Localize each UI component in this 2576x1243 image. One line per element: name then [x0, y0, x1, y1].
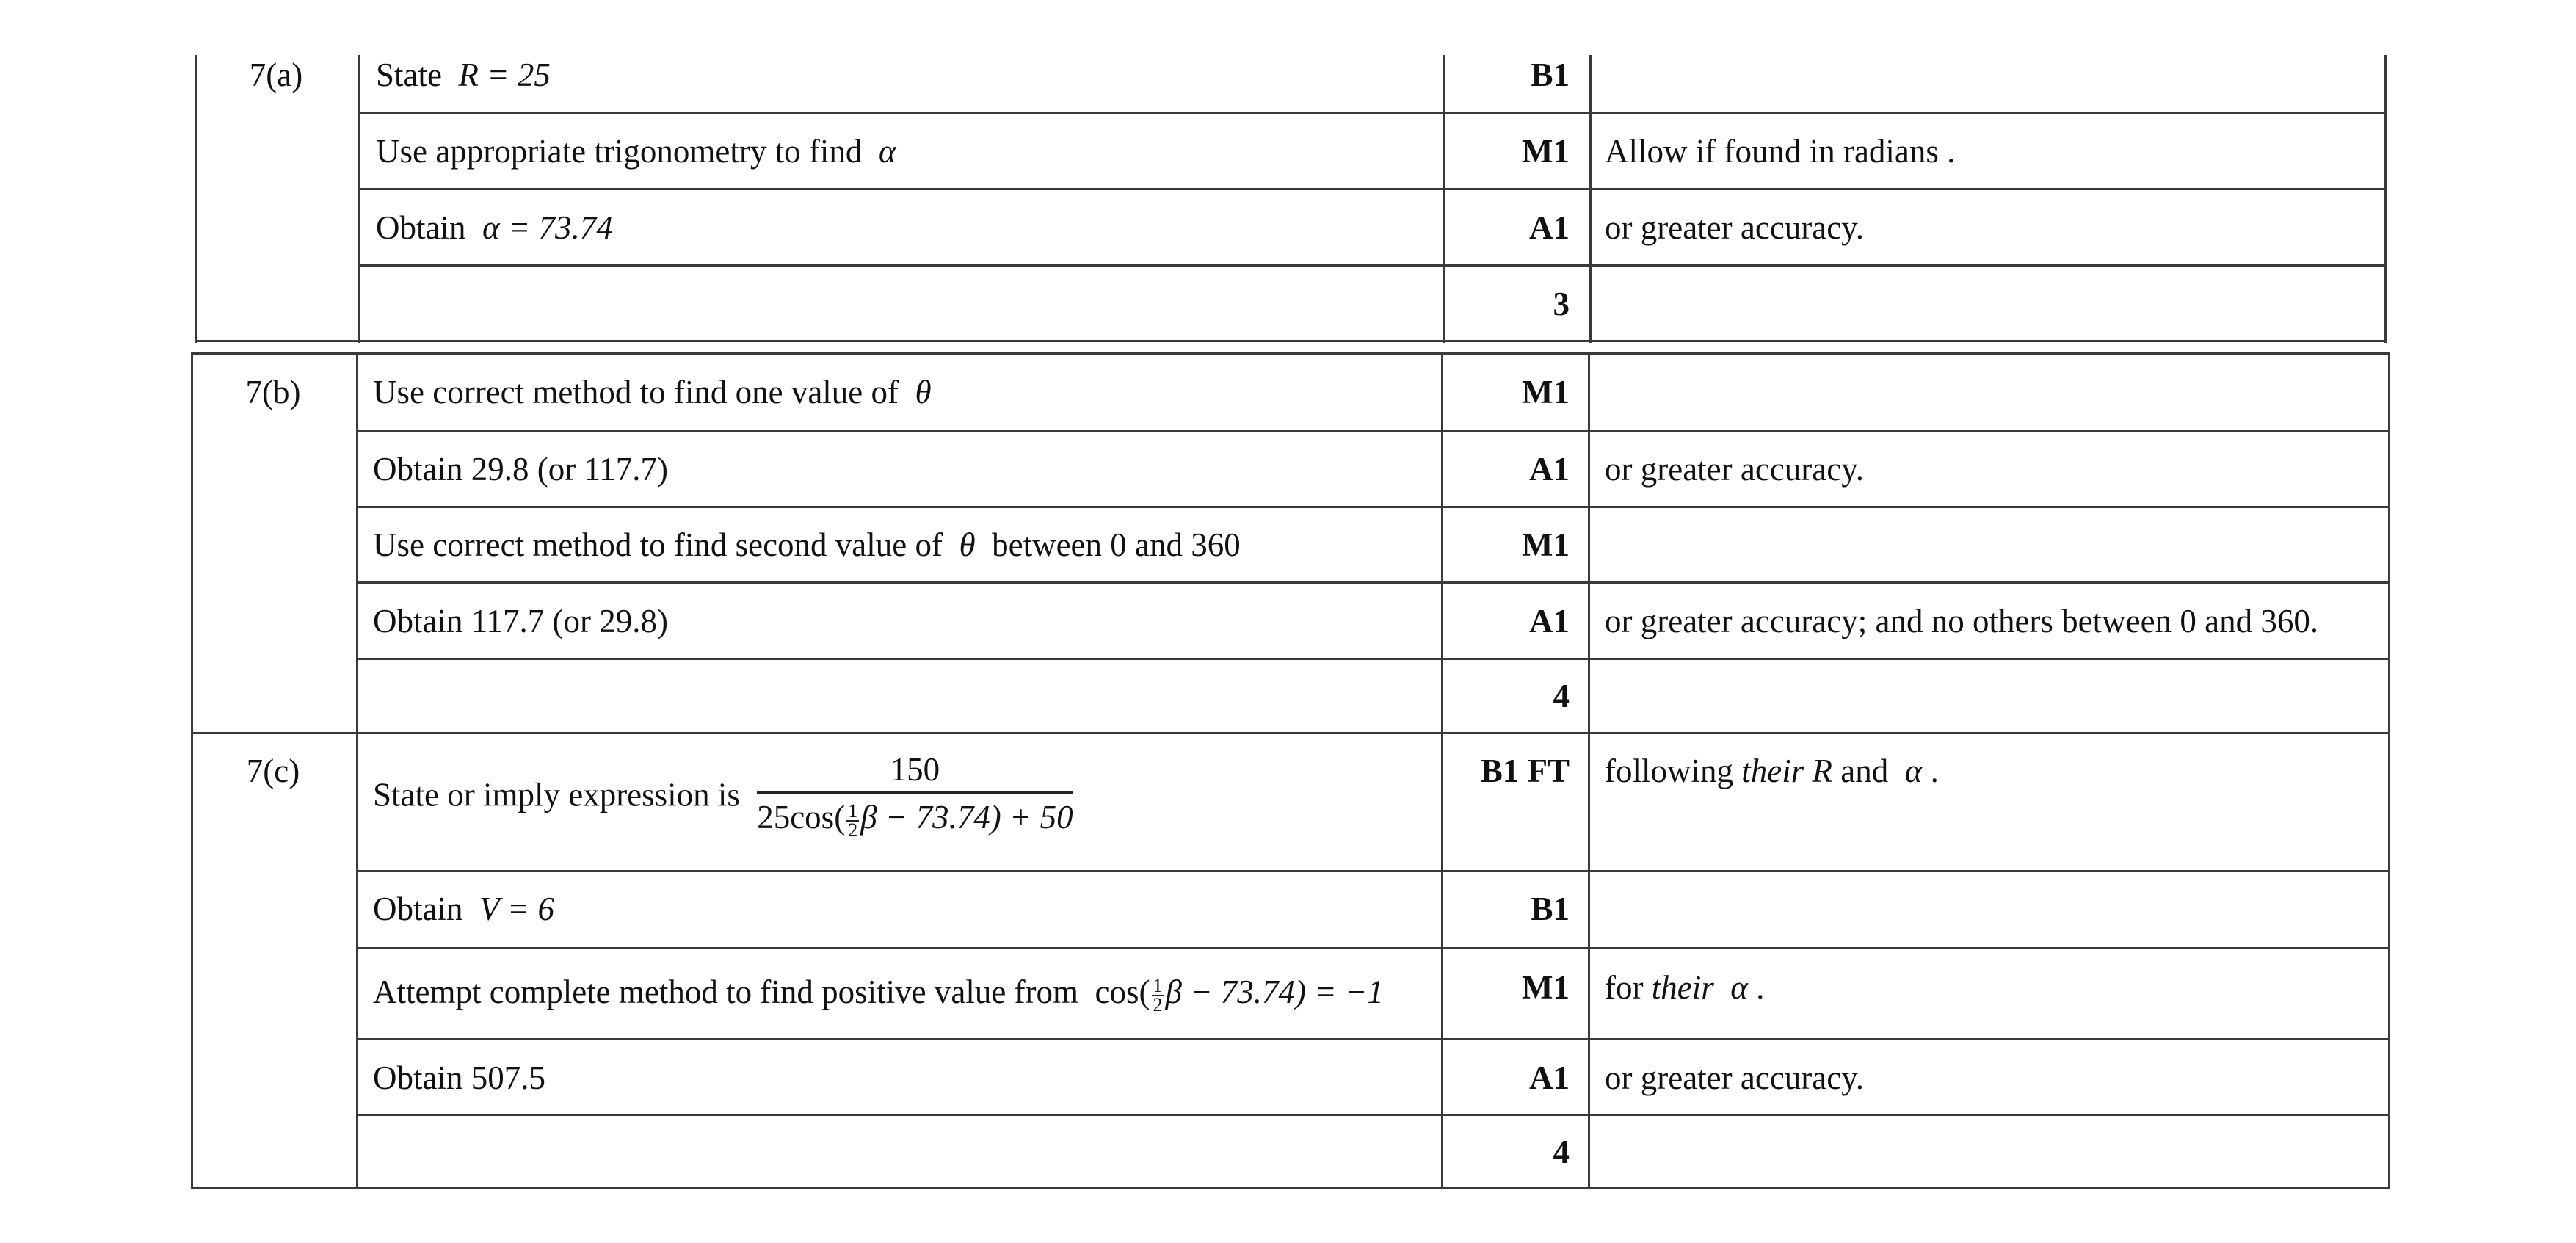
- rule: [356, 658, 2390, 660]
- guidance: or greater accuracy.: [1605, 451, 1865, 488]
- rule: [191, 1187, 2390, 1189]
- rule: [358, 112, 2387, 114]
- rule: [356, 1038, 2390, 1040]
- total-mark: 4: [1553, 678, 1570, 714]
- mark: A1: [1529, 209, 1570, 246]
- mark: A1: [1529, 1059, 1570, 1096]
- fraction-denominator: 25cos( $\frac{1}{2}$ β − 73.74) + 50: [757, 799, 1073, 841]
- question-number: 7(b): [245, 374, 301, 410]
- answer-text: Obtain 507.5: [373, 1059, 545, 1096]
- rule: [191, 732, 2390, 734]
- guidance: Allow if found in radians .: [1605, 133, 1956, 170]
- mark: A1: [1529, 603, 1570, 639]
- answer-text: Obtain α = 73.74: [376, 209, 613, 246]
- guidance: following their R and α .: [1605, 753, 1939, 789]
- rule: [356, 1114, 2390, 1116]
- mark: B1 FT: [1480, 753, 1570, 789]
- mark: B1: [1531, 891, 1570, 927]
- rule: [356, 352, 358, 1189]
- answer-text: Use correct method to find one value of θ: [373, 374, 932, 410]
- rule: [356, 581, 2390, 584]
- answer-text: State or imply expression is 150 25cos( $\frac{1}{2}$ β − 73.74) + 50: [373, 751, 1073, 841]
- rule: [2384, 55, 2387, 343]
- rule: [1589, 55, 1592, 343]
- answer-text: State R = 25: [376, 57, 551, 93]
- mark: B1: [1531, 57, 1570, 93]
- total-mark: 3: [1553, 286, 1570, 322]
- answer-text: Obtain V = 6: [373, 891, 555, 927]
- rule: [356, 506, 2390, 508]
- mark: M1: [1522, 133, 1570, 170]
- mark: M1: [1522, 526, 1570, 563]
- rule: [356, 430, 2390, 432]
- guidance: or greater accuracy; and no others between 0 and 360.: [1605, 603, 2319, 639]
- question-number: 7(a): [249, 57, 303, 93]
- mark: M1: [1522, 374, 1570, 410]
- half-fraction: $\frac{1}{2}$: [1153, 974, 1163, 1015]
- answer-text: Attempt complete method to find positive value from cos( $\frac{1}{2}$ β − 73.74) = −1: [373, 974, 1384, 1015]
- guidance: for their α .: [1605, 969, 1765, 1006]
- rule: [1588, 352, 1590, 1189]
- rule: [191, 352, 2390, 355]
- rule: [358, 55, 360, 343]
- rule: [2388, 352, 2390, 1189]
- rule: [356, 870, 2390, 872]
- mark: A1: [1529, 451, 1570, 488]
- answer-text: Obtain 117.7 (or 29.8): [373, 603, 669, 639]
- fraction-numerator: 150: [757, 750, 1073, 794]
- half-fraction: $\frac{1}{2}$: [848, 800, 858, 841]
- rule: [195, 340, 2387, 342]
- mark: M1: [1522, 969, 1570, 1006]
- question-number: 7(c): [246, 753, 300, 789]
- guidance: or greater accuracy.: [1605, 1059, 1865, 1096]
- answer-text: Use appropriate trigonometry to find α: [376, 133, 896, 170]
- answer-text: Obtain 29.8 (or 117.7): [373, 451, 669, 488]
- rule: [356, 947, 2390, 949]
- rule: [358, 188, 2387, 190]
- fraction: [757, 750, 1073, 839]
- rule: [191, 352, 193, 1189]
- total-mark: 4: [1553, 1134, 1570, 1170]
- answer-text: Use correct method to find second value of θ between 0 and 360: [373, 526, 1241, 563]
- rule: [195, 55, 197, 343]
- rule: [358, 264, 2387, 267]
- guidance: or greater accuracy.: [1605, 209, 1865, 246]
